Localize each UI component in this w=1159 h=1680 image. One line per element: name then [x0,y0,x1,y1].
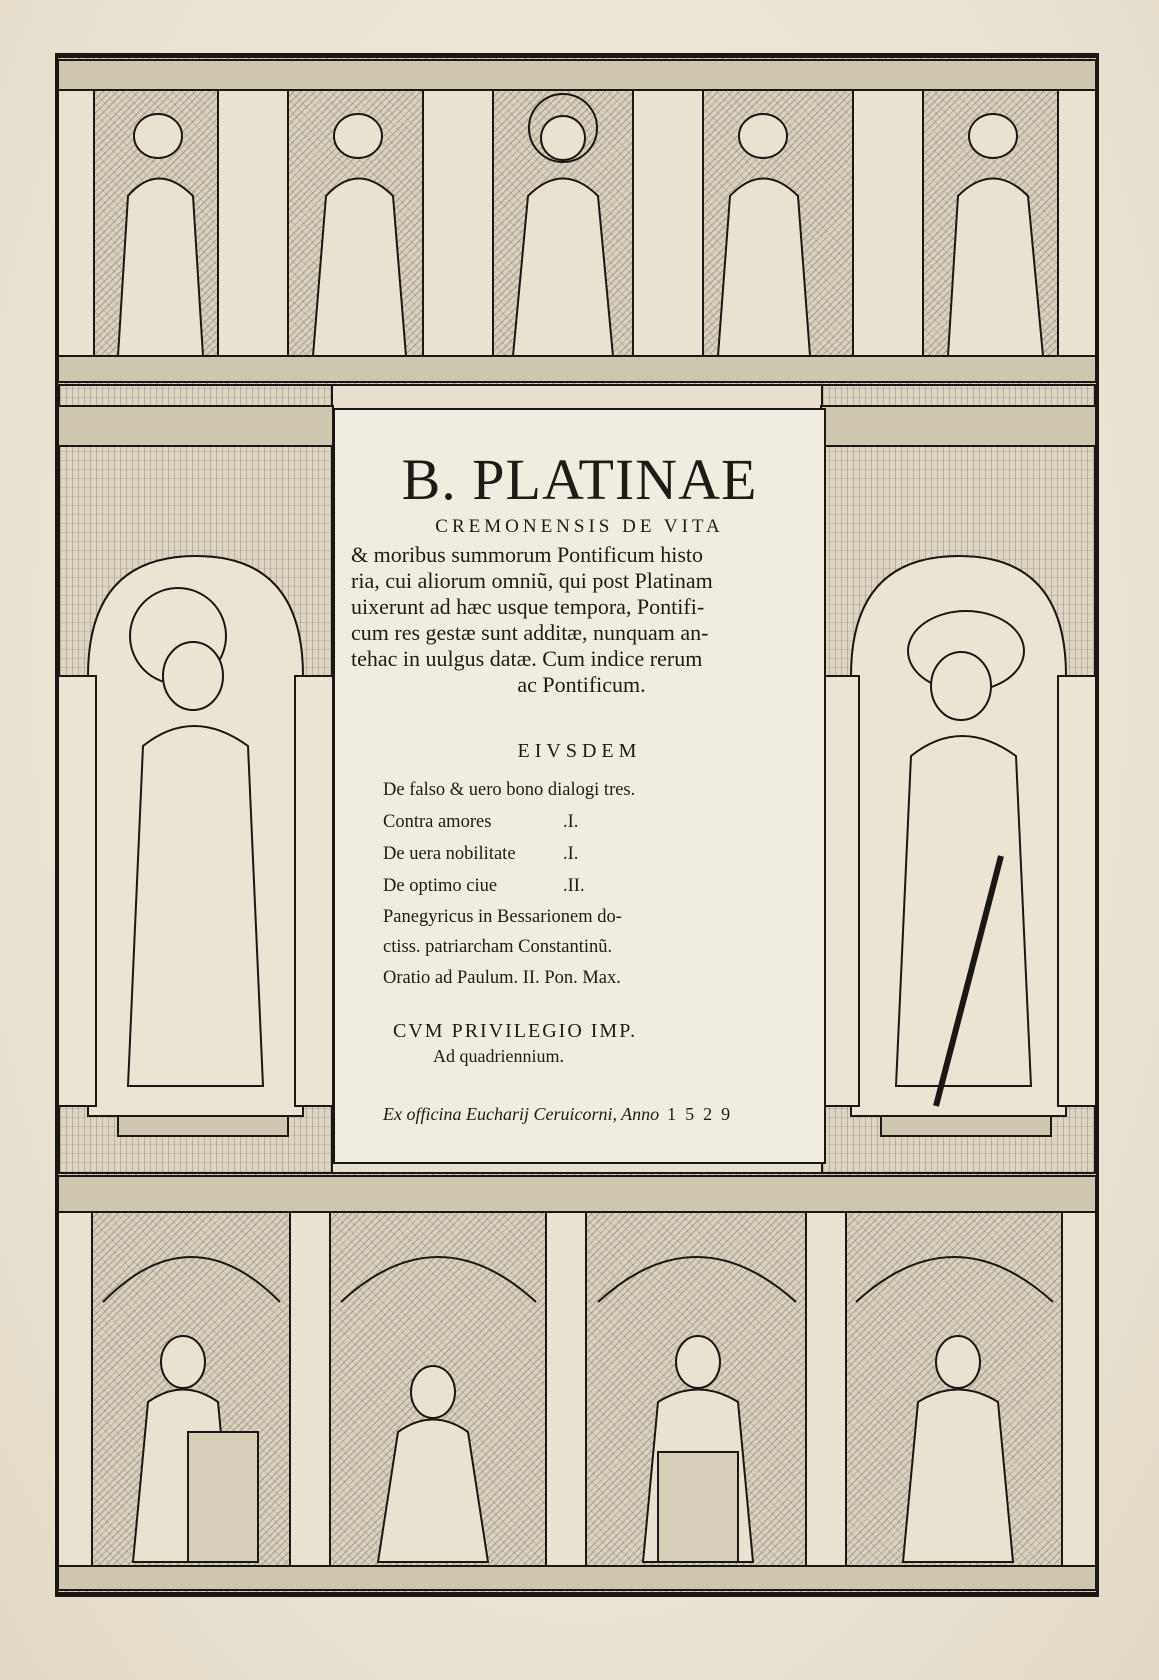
description-line: ac Pontificum. [517,672,646,697]
bottom-band-figures-illustration [58,1172,1096,1594]
title-text-panel [333,408,826,1164]
eiusdem-heading: EIVSDEM [517,740,642,762]
contents-item [383,806,813,838]
contents-item [383,774,813,806]
subtitle: CREMONENSIS DE VITA [435,516,724,537]
top-band-figures-illustration [58,56,1096,386]
imprint-line [383,1104,739,1125]
page-title: B. PLATINAE [401,447,758,512]
contents-item [383,932,813,962]
contents-list [383,774,813,994]
left-saint-illustration [58,386,333,1172]
imprint-text: Ex officina Eucharij Ceruicorni, Anno [383,1104,660,1124]
description-line: uixerunt ad hæc usque tempora, Pontifi- [351,594,705,619]
contents-item [383,838,813,870]
right-saint-illustration [821,386,1096,1172]
privilege-notice: CVM PRIVILEGIO IMP. [393,1020,638,1042]
contents-item-label: ctiss. patriarcham Constantinũ. [383,937,613,957]
description-line: cum res gestæ sunt additæ, nunquam an- [351,620,709,645]
privilege-term: Ad quadriennium. [433,1046,564,1066]
description-line: & moribus summorum Pontificum histo [351,542,704,567]
contents-item-label: De uera nobilitate [383,844,516,864]
imprint-year: 1529 [667,1104,740,1124]
contents-item-label: De falso & uero bono dialogi tres. [383,780,636,800]
contents-item-label: De optimo ciue [383,876,498,896]
description-line: tehac in uulgus datæ. Cum indice rerum [351,646,703,671]
contents-item-label: Contra amores [383,812,492,832]
contents-item-label: Oratio ad Paulum. II. Pon. Max. [383,968,621,988]
contents-item [383,902,813,932]
contents-item [383,870,813,902]
contents-item-number: .II. [563,876,585,896]
contents-item-number: .I. [563,844,579,864]
contents-item [383,962,813,994]
title-description [351,542,812,698]
description-line: ria, cui aliorum omniũ, qui post Platinam [351,568,713,593]
contents-item-number: .I. [563,812,579,832]
contents-item-label: Panegyricus in Bessarionem do- [383,907,622,927]
